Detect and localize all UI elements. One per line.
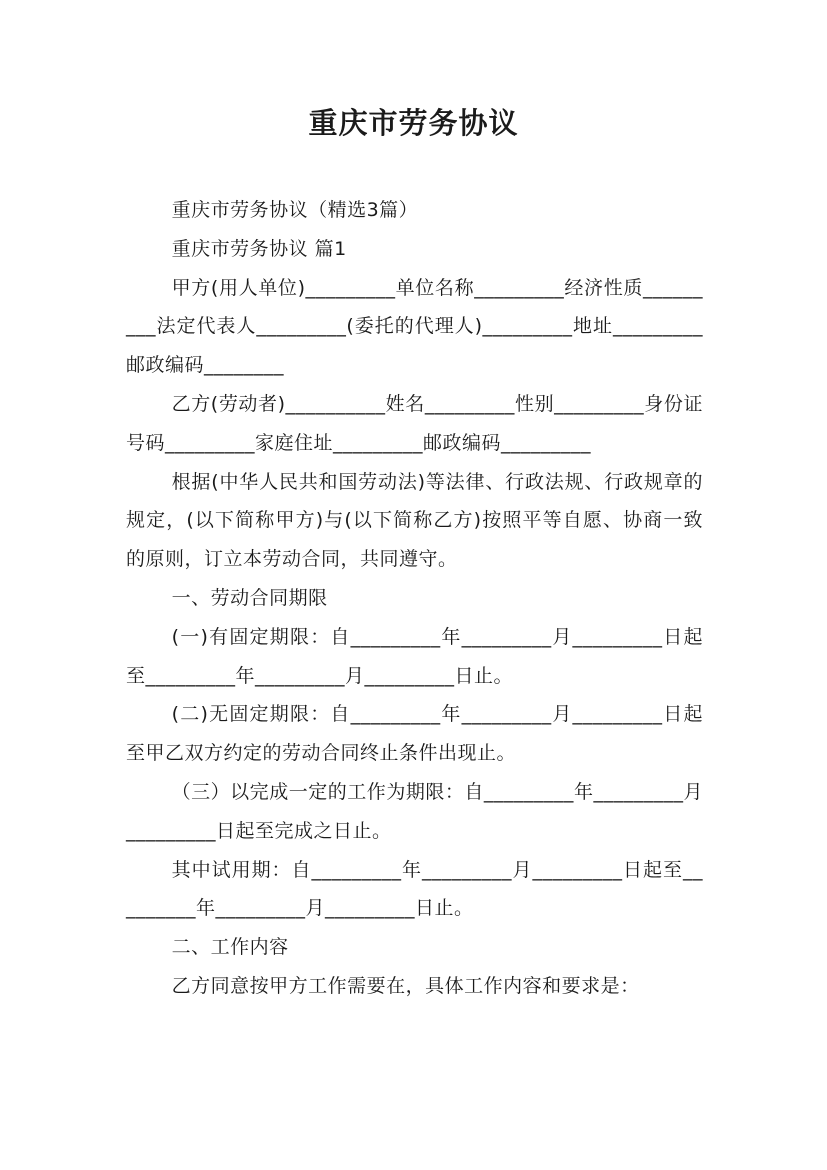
paragraph-party-b: 乙方(劳动者)__________姓名_________性别_________身份证号码_________家庭住址_________邮政编码_________ [126,392,703,454]
paragraph-term-heading: 一、劳动合同期限 [171,586,328,609]
document-body [126,191,703,1006]
paragraph-preamble: 根据(中华人民共和国劳动法)等法律、行政法规、行政规章的规定，(以下简称甲方)与(以下简称乙方)按照平等自愿、协商一致的原则，订立本劳动合同，共同遵守。 [126,470,703,571]
paragraph-work-heading: 二、工作内容 [171,936,289,959]
paragraph-subtitle: 重庆市劳务协议（精选3篇） [171,199,419,221]
paragraph-work-content: 乙方同意按甲方工作需要在，具体工作内容和要求是： [171,974,640,997]
paragraph-open-term: (二)无固定期限：自_________年_________月_________日起至甲乙双方约定的劳动合同终止条件出现止。 [126,703,703,765]
paragraph-task-term: （三）以完成一定的工作为期限：自_________年_________月_________日起至完成之日止。 [126,780,703,842]
paragraph-party-a: 甲方(用人单位)_________单位名称_________经济性质_________法定代表人_________(委托的代理人)_________地址_________邮政编码________ [126,276,703,377]
document-title: 重庆市劳务协议 [308,106,519,140]
paragraph-fixed-term: (一)有固定期限：自_________年_________月_________日起至_________年_________月_________日止。 [126,625,703,687]
paragraph-section-heading: 重庆市劳务协议 篇1 [171,237,347,260]
paragraph-probation: 其中试用期：自_________年_________月_________日起至_________年_________月_________日止。 [126,858,703,920]
